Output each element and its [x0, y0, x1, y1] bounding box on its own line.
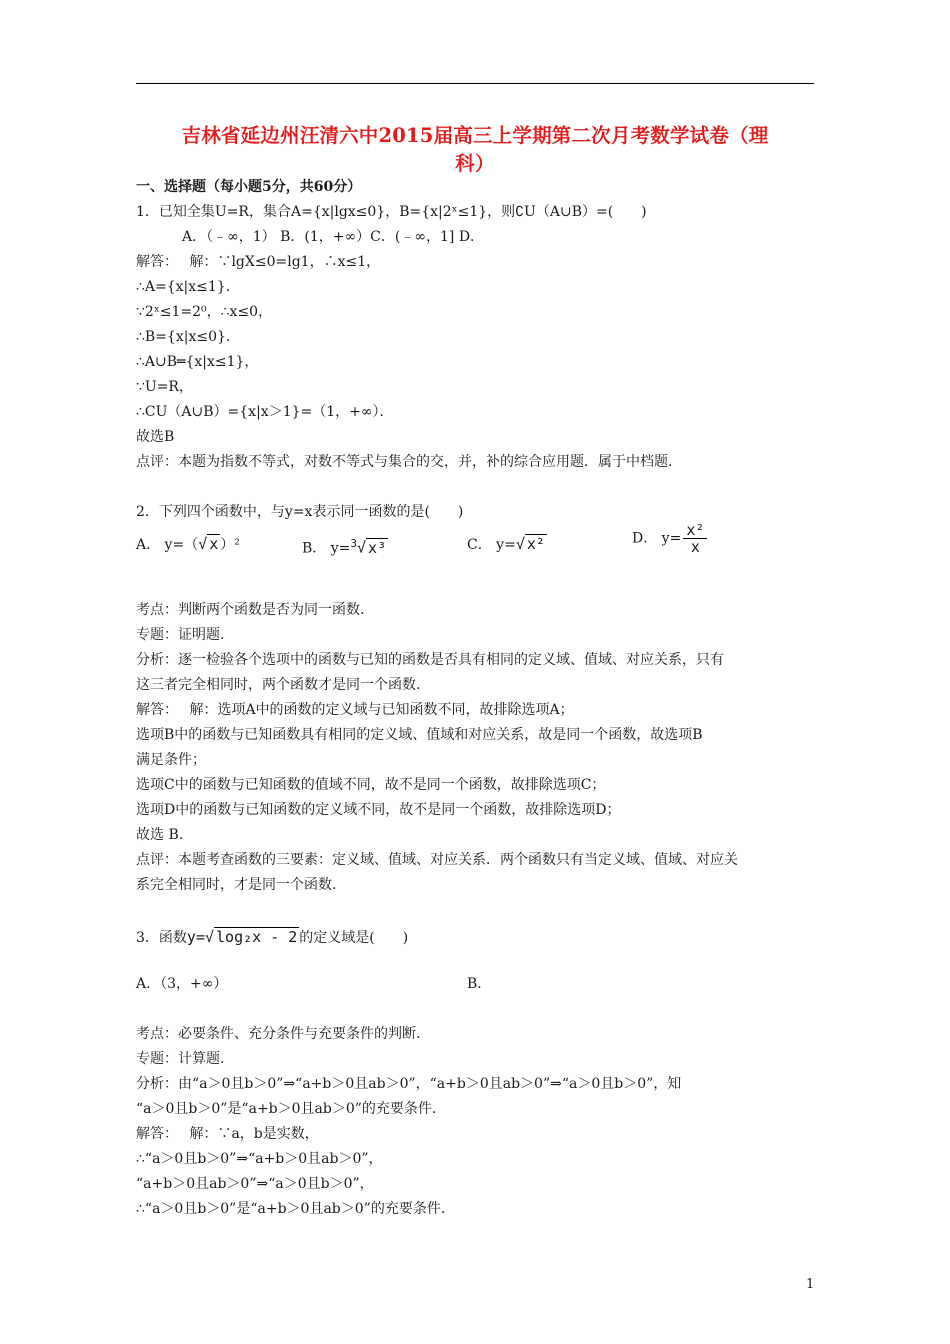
- q2-option-b-radicand: x³: [368, 538, 387, 557]
- q2-option-d-denominator: x: [690, 538, 700, 556]
- header-rule: [136, 83, 814, 84]
- q3-formula-radicand: log₂x - 2: [216, 928, 298, 946]
- q2-option-c-prefix: C． y=: [467, 537, 516, 553]
- q1-solution-7: 故选B: [136, 429, 175, 445]
- q2-analysis-3: 这三者完全相同时，两个函数才是同一个函数.: [136, 677, 421, 693]
- q2-option-a-prefix: A． y=（: [136, 537, 199, 553]
- q1-solution-5: ∵U=R，: [136, 379, 193, 395]
- q3-option-a: A．（3，+∞）: [136, 976, 228, 992]
- q2-analysis-8: 选项D中的函数与已知函数的定义域不同，故不是同一个函数，故排除选项D；: [136, 802, 621, 818]
- q2-analysis-1: 专题：证明题.: [136, 627, 225, 643]
- q3-formula-lhs: y=: [186, 928, 205, 946]
- q3-analysis-5: ∴“a＞0且b＞0”⇒“a+b＞0且ab＞0”，: [136, 1151, 383, 1167]
- q2-option-d-fraction: [683, 522, 707, 555]
- q2-question: 2．下列四个函数中，与y=x表示同一函数的是( ): [136, 504, 464, 520]
- q2-option-d-numerator: x²: [683, 522, 707, 539]
- q2-option-b-index: 3: [350, 537, 358, 550]
- document-title: [136, 122, 814, 178]
- q1-solution-6: ∴CU（A∪B）={x|x＞1}=（1，+∞）．: [136, 404, 394, 420]
- q2-analysis-5: 选项B中的函数与已知函数具有相同的定义域、值域和对应关系，故是同一个函数，故选项B: [136, 727, 703, 743]
- q2-analysis-10: 点评：本题考查函数的三要素：定义域、值域、对应关系．两个函数只有当定义域、值域、对应关: [136, 852, 738, 868]
- section-header: 一、选择题（每小题5分，共60分）: [136, 179, 362, 195]
- q2-analysis-6: 满足条件；: [136, 752, 206, 768]
- q1-question: 1．已知全集U=R，集合A={x|lgx≤0}，B={x|2ˣ≤1}，则∁U（A∪B）=( ): [136, 204, 647, 220]
- q1-solution-1: ∴A={x|x≤1}.: [136, 279, 231, 295]
- q2-analysis-11: 系完全相同时，才是同一个函数.: [136, 877, 337, 893]
- q3-analysis-1: 专题：计算题.: [136, 1051, 225, 1067]
- q1-solution-2: ∵2ˣ≤1=2⁰，∴x≤0，: [136, 304, 273, 320]
- q3-question-prefix: 3．函数: [136, 930, 187, 946]
- title-line-2: 科）: [455, 152, 495, 175]
- q2-analysis-7: 选项C中的函数与已知函数的值域不同，故不是同一个函数，故排除选项C；: [136, 777, 606, 793]
- q2-option-b: B． y=$^3$√ x³: [302, 537, 387, 557]
- q2-analysis-9: 故选 B.: [136, 827, 184, 843]
- q3-analysis-0: 考点：必要条件、充分条件与充要条件的判断.: [136, 1026, 421, 1042]
- q3-option-b: B．: [467, 976, 492, 992]
- q3-analysis-6: “a+b＞0且ab＞0”⇒“a＞0且b＞0”，: [136, 1176, 374, 1192]
- q1-options: A．（﹣∞，1） B．(1，+∞）C．(﹣∞，1] D．: [182, 229, 485, 245]
- q3-analysis-7: ∴“a＞0且b＞0”是“a+b＞0且ab＞0”的充要条件.: [136, 1201, 446, 1217]
- q1-solution-4: ∴A∪B═{x|x≤1}，: [136, 354, 259, 370]
- q2-option-d-prefix: D． y=: [632, 530, 682, 547]
- q2-option-c: C． y=√ x²: [467, 535, 545, 553]
- q3-analysis-3: “a＞0且b＞0”是“a+b＞0且ab＞0”的充要条件.: [136, 1101, 437, 1117]
- q3-analysis-4: 解答： 解：∵a，b是实数，: [136, 1126, 319, 1142]
- q2-option-a: A． y=（√ x ）²: [136, 535, 240, 553]
- title-line-1: 吉林省延边州汪清六中2015届高三上学期第二次月考数学试卷（理: [181, 124, 769, 147]
- q3-analysis-2: 分析：由“a＞0且b＞0”⇒“a+b＞0且ab＞0”，“a+b＞0且ab＞0”⇒“a＞0且b＞0”，知: [136, 1076, 682, 1092]
- q2-option-c-radicand: x²: [526, 535, 545, 553]
- q2-option-b-prefix: B． y=: [302, 540, 351, 557]
- q1-solution-0: 解答： 解：∵lgX≤0=lg1，∴x≤1，: [136, 254, 381, 270]
- q1-comment: 点评：本题为指数不等式，对数不等式与集合的交，并，补的综合应用题．属于中档题．: [136, 454, 682, 470]
- q2-analysis-0: 考点：判断两个函数是否为同一函数.: [136, 602, 365, 618]
- q3-question-suffix: 的定义域是( ): [299, 930, 409, 946]
- q2-analysis-2: 分析：逐一检验各个选项中的函数与已知的函数是否具有相同的定义域、值域、对应关系，只有: [136, 652, 724, 668]
- q2-analysis-4: 解答： 解：选项A中的函数的定义域与已知函数不同，故排除选项A；: [136, 702, 574, 718]
- q2-option-a-radicand: x: [209, 535, 219, 553]
- q3-question: [136, 927, 408, 948]
- q2-option-d: [632, 522, 707, 555]
- q1-solution-3: ∴B={x|x≤0}.: [136, 329, 231, 345]
- page-number: 1: [806, 1277, 815, 1292]
- q2-option-a-suffix: ）²: [220, 537, 240, 553]
- q3-formula: y=√ log₂x - 2: [186, 928, 298, 946]
